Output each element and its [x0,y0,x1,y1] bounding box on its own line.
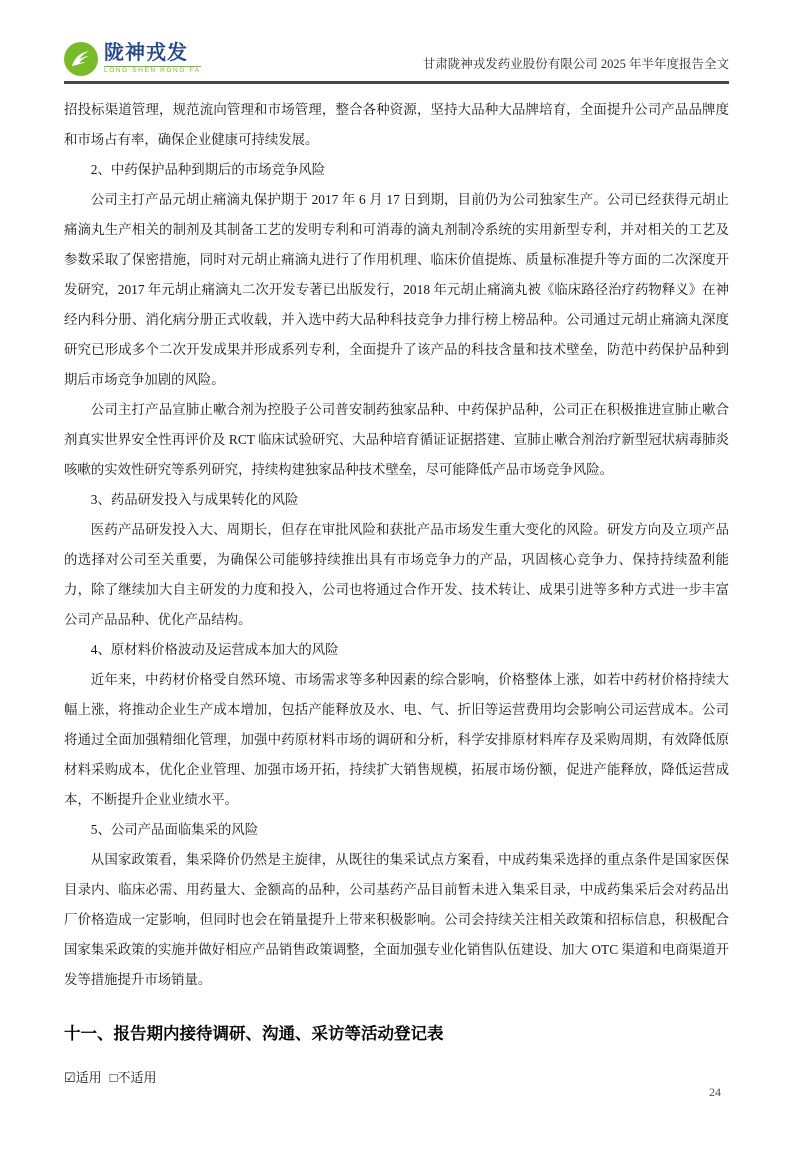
bird-in-green-circle-icon [64,42,98,76]
paragraph: 从国家政策看，集采降价仍然是主旋律，从既往的集采试点方案看，中成药集采选择的重点条件是国家医保目录内、临床必需、用药量大、金额高的品种，公司基药产品目前暂未进入集采目录，中成药集采后会对药品出厂价格造成一定影响，但同时也会在销量提升上带来积极影响。公司会持续关注相关政策和招标信息，积极配合国家集采政策的实施并做好相应产品销售政策调整，全面加强专业化销售队伍建设、加大 OTC 渠道和电商渠道开发等措施提升市场销量。 [64,852,729,987]
logo-company-name-pinyin: LONG SHEN RONG FA [104,67,201,75]
risk-subheading-4: 4、原材料价格波动及运营成本加大的风险 [90,642,339,657]
report-page [0,42,793,1089]
company-logo [64,42,201,76]
page-header [64,42,729,84]
logo-company-name: 陇神戎发 [104,42,188,65]
paragraph: 公司主打产品元胡止痛滴丸保护期于 2017 年 6 月 17 日到期，目前仍为公司独家生产。公司已经获得元胡止痛滴丸生产相关的制剂及其制备工艺的发明专利和可消毒的滴丸剂制冷系统的实用新型专利，并对相关的工艺及参数采取了保密措施，同时对元胡止痛滴丸进行了作用机理、临床价值提炼、质量标准提升等方面的二次深度开发研究，2017 年元胡止痛滴丸二次开发专著已出版发行，2018 年元胡止痛滴丸被《临床路径治疗药物释义》在神经内科分册、消化病分册正式收载，并入选中药大品种科技竞争力排行榜上榜品种。公司通过元胡止痛滴丸深度研究已形成多个二次开发成果并形成系列专利，全面提升了该产品的科技含量和技术壁垒，防范中药保护品种到期后市场竞争加剧的风险。 [64,192,729,387]
document-title: 甘肃陇神戎发药业股份有限公司 2025 年半年度报告全文 [422,57,729,71]
paragraph: 医药产品研发投入大、周期长，但存在审批风险和获批产品市场发生重大变化的风险。研发方向及立项产品的选择对公司至关重要，为确保公司能够持续推出具有市场竞争力的产品，巩固核心竞争力、保持持续盈利能力，除了继续加大自主研发的力度和投入，公司也将通过合作开发、技术转让、成果引进等多种方式进一步丰富公司产品品种、优化产品结构。 [64,522,729,627]
risk-subheading-2: 2、中药保护品种到期后的市场竞争风险 [90,162,326,177]
applicability-line [64,1067,729,1089]
report-body [64,95,729,1089]
paragraph-continuation: 招投标渠道管理，规范流向管理和市场管理，整合各种资源，坚持大品种大品牌培育，全面提升公司产品品牌度和市场占有率，确保企业健康可持续发展。 [64,102,729,147]
risk-subheading-5: 5、公司产品面临集采的风险 [90,822,259,837]
paragraph: 近年来，中药材价格受自然环境、市场需求等多种因素的综合影响，价格整体上涨，如若中药材价格持续大幅上涨，将推动企业生产成本增加，包括产能释放及水、电、气、折旧等运营费用均会影响公司运营成本。公司将通过全面加强精细化管理，加强中药原材料市场的调研和分析，科学安排原材料库存及采购周期，有效降低原材料采购成本，优化企业管理、加强市场开拓，持续扩大销售规模，拓展市场份额，促进产能释放，降低运营成本，不断提升企业业绩水平。 [64,672,729,807]
risk-subheading-3: 3、药品研发投入与成果转化的风险 [90,492,299,507]
page-number: 24 [709,1085,721,1099]
unchecked-checkbox-icon: □ [109,1070,118,1085]
applicable-label: 适用 [75,1070,102,1085]
section-heading-11: 十一、报告期内接待调研、沟通、采访等活动登记表 [64,1025,444,1043]
not-applicable-label: 不适用 [117,1070,157,1085]
paragraph: 公司主打产品宣肺止嗽合剂为控股子公司普安制药独家品种、中药保护品种，公司正在积极推进宣肺止嗽合剂真实世界安全性再评价及 RCT 临床试验研究、大品种培育循证证据搭建、宣肺止嗽合剂治疗新型冠状病毒肺炎咳嗽的实效性研究等系列研究，持续构建独家品种技术壁垒，尽可能降低产品市场竞争风险。 [64,402,729,477]
logo-text-column [104,43,201,75]
checked-checkbox-icon: ☑ [64,1070,76,1085]
